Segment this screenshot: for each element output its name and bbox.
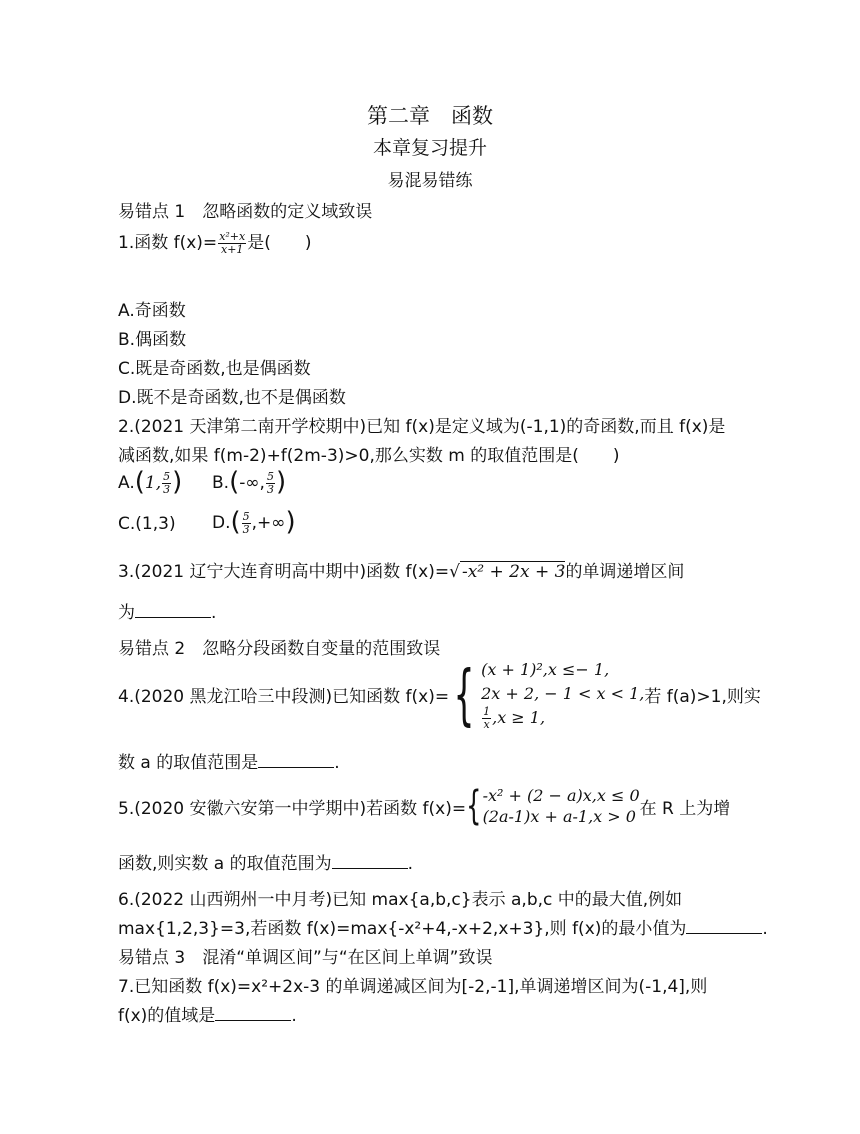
- q4-case-2: 2x + 2, − 1 < x < 1,: [481, 684, 645, 703]
- q3-radicand: -x² + 2x + 3: [461, 562, 566, 582]
- q1-suffix: 是( ): [247, 233, 312, 253]
- q4-case-3: [481, 706, 644, 731]
- subsection-title: 易混易错练: [387, 171, 473, 191]
- question-4-line2: [118, 748, 340, 773]
- q5-period: .: [407, 854, 414, 874]
- q2-option-b-fraction: [266, 471, 275, 496]
- answer-blank[interactable]: [135, 603, 211, 618]
- q1-option-a: A.奇函数: [118, 301, 186, 321]
- q6-line2-text: max{1,2,3}=3,若函数 f(x)=max{-x²+4,-x+2,x+3},则 f(x)的最小值为: [118, 919, 687, 939]
- frac-den: 3: [163, 482, 171, 496]
- section-title: 本章复习提升: [372, 137, 487, 159]
- answer-blank[interactable]: [332, 854, 408, 869]
- question-1: [118, 228, 312, 256]
- q1-option-d: D.既不是奇函数,也不是偶函数: [118, 388, 346, 408]
- frac-num: 5: [242, 509, 250, 523]
- q4-piecewise-cases: [481, 658, 644, 731]
- q1-option-b: B.偶函数: [118, 330, 187, 350]
- q6-period: .: [762, 919, 768, 939]
- q1-frac-num: x²+x: [219, 229, 246, 243]
- q3-suffix: 的单调递增区间: [565, 562, 685, 582]
- chapter-title: 第二章 函数: [367, 104, 493, 128]
- question-7-line2: [118, 1001, 297, 1026]
- q5-case-2: (2a-1)x + a-1,x > 0: [482, 807, 636, 826]
- q4-suffix: 若 f(a)>1,则实: [644, 687, 761, 707]
- frac-den: x: [483, 718, 490, 731]
- q5-case-1: -x² + (2 − a)x,x ≤ 0: [482, 786, 640, 805]
- q2-option-d: D.( $\frac{5}{3}$ ,+∞): [212, 507, 296, 537]
- sqrt-sign-icon: √ -x² + 2x + 3: [449, 562, 566, 582]
- question-5-line1: [118, 785, 730, 827]
- q1-frac-den: x+1: [221, 242, 244, 256]
- question-2-line2: 减函数,如果 f(m-2)+f(2m-3)>0,那么实数 m 的取值范围是( ): [118, 446, 620, 466]
- question-4-line1: [118, 655, 761, 733]
- left-brace-icon: {: [453, 655, 475, 733]
- q2-option-b-label: B.: [212, 473, 230, 493]
- q1-fraction: [218, 231, 246, 256]
- q4-case-3-tail: ,x ≥ 1,: [492, 708, 546, 727]
- answer-blank[interactable]: [686, 919, 762, 934]
- q2-option-d-label: D.: [212, 513, 231, 533]
- frac-num: 5: [163, 469, 171, 483]
- q4-prefix: 4.(2020 黑龙江哈三中段测)已知函数 f(x)=: [118, 687, 450, 707]
- q5-prefix: 5.(2020 安徽六安第一中学期中)若函数 f(x)=: [118, 798, 467, 819]
- question-5-line2: [118, 849, 413, 874]
- q2-option-b-value: -∞,: [239, 473, 265, 493]
- q2-option-d-fraction: [242, 511, 251, 536]
- error-point-2-heading: 易错点 2 忽略分段函数自变量的范围致误: [118, 639, 441, 659]
- q7-line2-text: f(x)的值域是: [118, 1006, 216, 1026]
- q2-option-a-value: 1,: [144, 473, 162, 493]
- q3-period: .: [211, 603, 217, 623]
- answer-blank[interactable]: [258, 753, 334, 768]
- frac-den: 3: [266, 482, 274, 496]
- q2-option-c: C.(1,3): [118, 514, 176, 534]
- question-3-line1: [118, 557, 684, 582]
- q3-line2-text: 为: [118, 603, 135, 623]
- q5-line2-text: 函数,则实数 a 的取值范围为: [118, 854, 332, 874]
- q7-period: .: [291, 1006, 297, 1026]
- question-6-line2: [118, 914, 768, 939]
- q2-option-a: A.(1, $\frac{5}{3}$ ): [118, 467, 183, 497]
- q4-line2-text: 数 a 的取值范围是: [118, 753, 259, 773]
- frac-num: 1: [483, 705, 491, 718]
- q2-option-d-value: ,+∞: [251, 513, 286, 533]
- question-6-line1: 6.(2022 山西朔州一中月考)已知 max{a,b,c}表示 a,b,c 中的最大值,例如: [118, 890, 683, 910]
- q4-case-3-fraction: [482, 706, 491, 731]
- q4-period: .: [334, 753, 340, 773]
- question-2-line1: 2.(2021 天津第二南开学校期中)已知 f(x)是定义域为(-1,1)的奇函数,而且 f(x)是: [118, 417, 726, 437]
- q4-case-1: (x + 1)²,x ≤− 1,: [481, 660, 610, 679]
- q5-piecewise-cases: [483, 785, 640, 827]
- error-point-3-heading: 易错点 3 混淆“单调区间”与“在区间上单调”致误: [118, 948, 493, 968]
- q3-prefix: 3.(2021 辽宁大连育明高中期中)函数 f(x)=: [118, 562, 450, 582]
- q5-suffix: 在 R 上为增: [639, 798, 731, 819]
- q2-option-b: B.(-∞, $\frac{5}{3}$ ): [212, 467, 287, 497]
- q1-prefix: 1.函数 f(x)=: [118, 233, 218, 253]
- error-point-1-heading: 易错点 1 忽略函数的定义域致误: [118, 202, 373, 222]
- q2-option-a-fraction: [162, 471, 171, 496]
- frac-num: 5: [266, 469, 274, 483]
- question-7-line1: 7.已知函数 f(x)=x²+2x-3 的单调递减区间为[-2,-1],单调递增区间为(-1,4],则: [118, 977, 708, 997]
- q2-option-a-label: A.: [118, 473, 135, 493]
- answer-blank[interactable]: [215, 1006, 291, 1021]
- q1-option-c: C.既是奇函数,也是偶函数: [118, 359, 311, 379]
- left-brace-icon: {: [466, 783, 482, 829]
- question-3-line2: [118, 598, 216, 623]
- frac-den: 3: [242, 522, 250, 536]
